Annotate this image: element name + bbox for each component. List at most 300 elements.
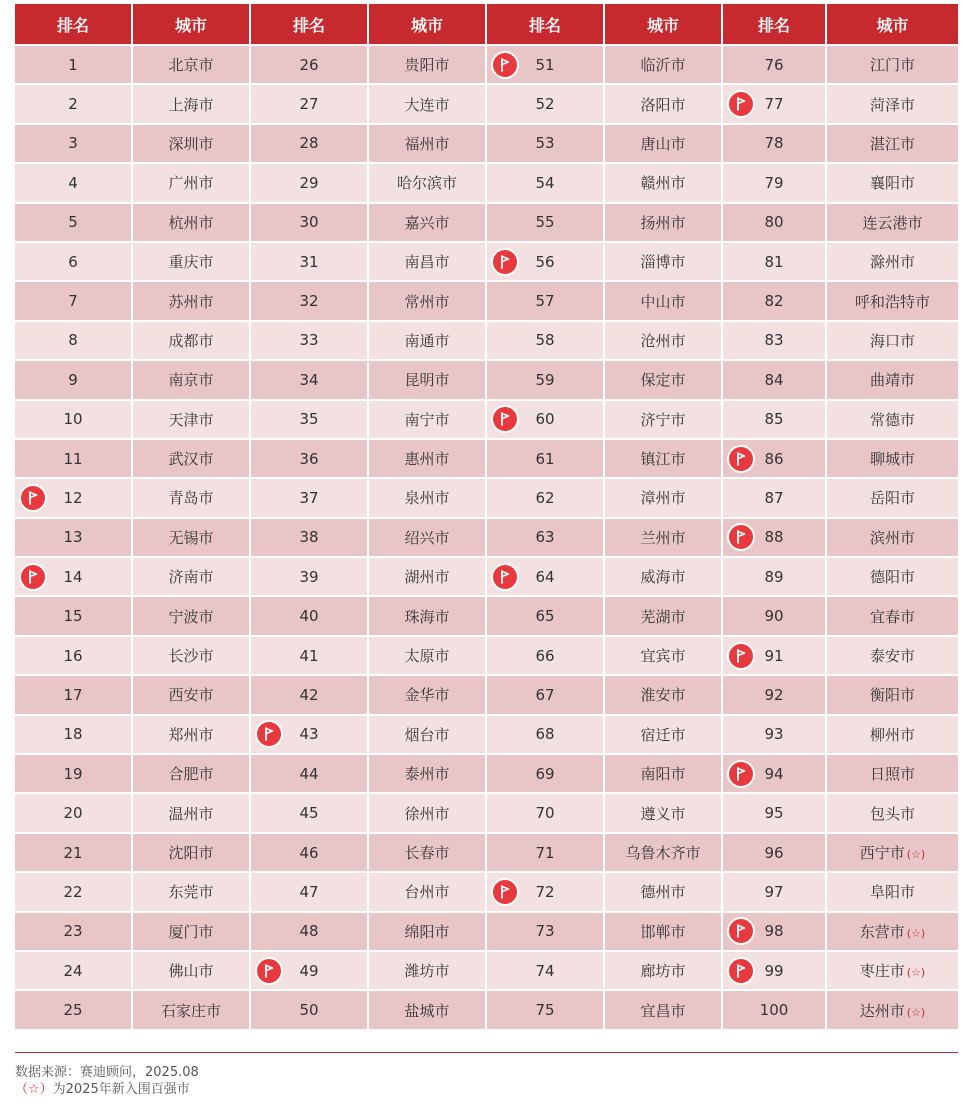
rank-cell [487,85,603,122]
city-cell [133,322,249,359]
city-cell [133,85,249,122]
city-cell [133,125,249,162]
rank-cell [487,322,603,359]
rank-cell [487,361,603,398]
city-name: 襄阳市 [869,174,915,193]
flag-icon [727,917,755,945]
table-row [15,401,958,438]
city-name: 江门市 [869,56,915,75]
table-row [15,597,958,634]
rank-value: 49 [299,961,319,980]
rank-value: 15 [63,607,83,626]
rank-value: 76 [764,55,784,74]
rank-value: 27 [299,95,319,114]
city-name: 厦门市 [168,922,214,941]
city-cell [133,676,249,713]
city-name: 合肥市 [168,765,214,784]
rank-cell [723,873,825,910]
city-name: 洛阳市 [640,95,686,114]
header-city: 城市 [605,4,721,44]
rank-value: 60 [535,410,555,429]
table-row [15,991,958,1028]
table-row [15,46,958,83]
flag-icon [727,90,755,118]
city-cell [133,637,249,674]
header-rank: 排名 [487,4,603,44]
city-cell [369,85,485,122]
city-cell [827,952,958,989]
city-cell [605,755,721,792]
table-row [15,913,958,950]
city-name: 西宁市 [859,844,905,862]
flag-icon [491,405,519,433]
rank-value: 35 [299,410,319,429]
city-cell [827,243,958,280]
city-name: 漳州市 [640,489,686,508]
city-cell [369,479,485,516]
flag-icon [727,957,755,985]
city-cell [133,164,249,201]
city-name: 镇江市 [640,450,686,469]
city-name: 临沂市 [640,56,686,75]
rank-cell [251,755,367,792]
rank-cell [723,440,825,477]
city-cell [369,361,485,398]
rank-value: 13 [63,528,83,547]
rank-value: 61 [535,449,555,468]
city-name: 温州市 [168,804,214,823]
city-name: 绵阳市 [404,922,450,941]
city-name: 沧州市 [640,331,686,350]
rank-cell [487,243,603,280]
city-name: 岳阳市 [869,489,915,508]
rank-cell [487,952,603,989]
table-row [15,125,958,162]
new-entry-star-icon: (☆) [906,1005,926,1019]
city-name: 遵义市 [640,804,686,823]
rank-value: 54 [535,173,555,192]
city-name: 呼和浩特市 [854,292,930,311]
rank-cell [251,243,367,280]
city-name: 中山市 [640,292,686,311]
rank-cell [723,479,825,516]
city-cell [605,794,721,831]
city-cell [827,597,958,634]
city-name: 阜阳市 [869,883,915,902]
city-name: 苏州市 [168,292,214,311]
rank-value: 44 [299,764,319,783]
rank-cell [15,873,131,910]
rank-cell [251,282,367,319]
city-name: 泰州市 [404,765,450,784]
new-entry-note-text: 为2025年新入围百强市 [52,1082,190,1097]
rank-value: 40 [299,607,319,626]
city-name: 兰州市 [640,528,686,547]
table-row [15,952,958,989]
rank-cell [487,558,603,595]
rank-value: 70 [535,804,555,823]
rank-cell [15,46,131,83]
city-cell [133,755,249,792]
city-name: 东莞市 [168,883,214,902]
rank-value: 5 [68,213,78,232]
rank-cell [15,479,131,516]
header-city: 城市 [369,4,485,44]
city-cell [369,282,485,319]
city-cell [605,361,721,398]
city-name: 南阳市 [640,765,686,784]
rank-cell [15,637,131,674]
table-row [15,558,958,595]
city-name: 珠海市 [404,607,450,626]
rank-value: 24 [63,961,83,980]
rank-value: 96 [764,843,784,862]
rank-cell [723,597,825,634]
rank-value: 22 [63,882,83,901]
city-name: 常德市 [869,410,915,429]
city-name: 重庆市 [168,253,214,272]
city-name: 台州市 [404,883,450,902]
table-row [15,834,958,871]
city-name: 潍坊市 [404,962,450,981]
city-cell [133,479,249,516]
city-cell [133,716,249,753]
flag-icon [19,484,47,512]
table-row [15,85,958,122]
city-name: 上海市 [168,95,214,114]
city-name: 湖州市 [404,568,450,587]
city-name: 宜昌市 [640,1001,686,1020]
rank-cell [15,597,131,634]
city-cell [827,164,958,201]
city-name: 宁波市 [168,607,214,626]
city-name: 泰安市 [869,647,915,666]
city-name: 淮安市 [640,686,686,705]
city-cell [133,834,249,871]
city-cell [133,558,249,595]
rank-cell [251,204,367,241]
rank-value: 52 [535,95,555,114]
rank-value: 1 [68,55,78,74]
rank-cell [251,85,367,122]
rank-cell [723,401,825,438]
city-ranking-table [13,2,960,1031]
flag-icon [491,563,519,591]
rank-cell [723,716,825,753]
table-row [15,361,958,398]
city-name: 赣州市 [640,174,686,193]
rank-cell [251,913,367,950]
rank-value: 8 [68,331,78,350]
city-name: 日照市 [869,765,915,784]
city-cell [369,991,485,1028]
rank-value: 36 [299,449,319,468]
flag-icon [491,248,519,276]
rank-value: 95 [764,804,784,823]
rank-value: 74 [535,961,555,980]
city-cell [133,991,249,1028]
city-cell [369,716,485,753]
rank-value: 6 [68,252,78,271]
flag-icon [491,878,519,906]
rank-value: 91 [764,646,784,665]
city-cell [605,46,721,83]
city-name: 天津市 [168,410,214,429]
city-cell [369,125,485,162]
rank-value: 45 [299,804,319,823]
city-cell [827,755,958,792]
rank-value: 56 [535,252,555,271]
table-body [15,46,958,1029]
rank-cell [723,755,825,792]
city-name: 德州市 [640,883,686,902]
city-cell [369,46,485,83]
rank-cell [15,834,131,871]
rank-value: 20 [63,804,83,823]
city-name: 徐州市 [404,804,450,823]
rank-cell [251,952,367,989]
rank-value: 11 [63,449,83,468]
table-row [15,243,958,280]
table-row [15,755,958,792]
table-row [15,637,958,674]
header-rank: 排名 [723,4,825,44]
city-cell [827,519,958,556]
rank-value: 51 [535,55,555,74]
city-name: 滁州市 [869,253,915,272]
table-row [15,440,958,477]
city-name: 青岛市 [168,489,214,508]
rank-value: 23 [63,922,83,941]
city-cell [605,637,721,674]
city-cell [369,164,485,201]
city-name: 聊城市 [869,450,915,469]
new-entry-note [15,1078,190,1097]
rank-value: 18 [63,725,83,744]
rank-cell [487,913,603,950]
city-cell [827,873,958,910]
rank-cell [487,519,603,556]
rank-cell [487,282,603,319]
city-cell [827,558,958,595]
rank-cell [723,361,825,398]
city-name: 达州市 [859,1001,905,1020]
city-name: 广州市 [168,174,214,193]
city-cell [369,637,485,674]
rank-cell [723,204,825,241]
rank-value: 89 [764,567,784,586]
rank-cell [15,991,131,1028]
rank-value: 84 [764,370,784,389]
rank-cell [251,991,367,1028]
city-name: 邯郸市 [640,922,686,941]
rank-value: 50 [299,1001,319,1020]
rank-cell [487,125,603,162]
city-name: 威海市 [640,568,686,587]
city-name: 成都市 [168,331,214,350]
rank-value: 65 [535,607,555,626]
rank-value: 47 [299,882,319,901]
rank-cell [15,85,131,122]
city-name: 海口市 [869,331,915,350]
rank-cell [487,755,603,792]
city-cell [605,913,721,950]
city-cell [605,164,721,201]
rank-cell [251,46,367,83]
rank-cell [15,125,131,162]
city-name: 贵阳市 [404,56,450,75]
city-cell [827,794,958,831]
rank-cell [15,676,131,713]
rank-value: 80 [764,213,784,232]
city-cell [605,125,721,162]
rank-cell [487,440,603,477]
city-name: 保定市 [640,371,686,390]
rank-cell [251,361,367,398]
rank-cell [723,164,825,201]
rank-value: 71 [535,843,555,862]
table-row [15,282,958,319]
rank-cell [251,637,367,674]
city-cell [827,913,958,950]
table-row [15,794,958,831]
rank-cell [723,322,825,359]
star-marker-icon: （☆） [15,1082,53,1097]
new-entry-star-icon: (☆) [906,966,926,980]
rank-value: 100 [759,1001,789,1020]
city-cell [133,597,249,634]
rank-value: 30 [299,213,319,232]
rank-value: 16 [63,646,83,665]
rank-value: 58 [535,331,555,350]
city-name: 盐城市 [404,1001,450,1020]
city-cell [369,440,485,477]
city-name: 烟台市 [404,725,450,744]
rank-cell [15,361,131,398]
city-name: 嘉兴市 [404,213,450,232]
rank-cell [251,558,367,595]
city-name: 连云港市 [862,213,923,232]
city-name: 衡阳市 [869,686,915,705]
city-cell [827,479,958,516]
rank-value: 4 [68,173,78,192]
city-cell [827,85,958,122]
rank-value: 88 [764,528,784,547]
rank-value: 63 [535,528,555,547]
city-cell [827,204,958,241]
rank-value: 3 [68,134,78,153]
city-name: 绍兴市 [404,528,450,547]
rank-cell [15,243,131,280]
rank-cell [251,479,367,516]
city-name: 曲靖市 [869,371,915,390]
rank-value: 53 [535,134,555,153]
rank-cell [723,282,825,319]
city-name: 南京市 [168,371,214,390]
rank-cell [487,401,603,438]
city-name: 宿迁市 [640,725,686,744]
city-cell [369,519,485,556]
rank-cell [487,716,603,753]
city-cell [605,204,721,241]
rank-value: 79 [764,173,784,192]
city-cell [133,361,249,398]
city-name: 武汉市 [168,450,214,469]
city-cell [605,440,721,477]
rank-value: 97 [764,882,784,901]
rank-value: 14 [63,567,83,586]
rank-cell [723,834,825,871]
rank-value: 59 [535,370,555,389]
rank-cell [15,282,131,319]
rank-value: 42 [299,685,319,704]
rank-value: 83 [764,331,784,350]
city-name: 金华市 [404,686,450,705]
rank-value: 85 [764,410,784,429]
rank-cell [251,716,367,753]
rank-cell [487,46,603,83]
flag-icon [727,642,755,670]
city-name: 沈阳市 [168,844,214,862]
rank-cell [15,204,131,241]
flag-icon [255,957,283,985]
header-rank: 排名 [15,4,131,44]
city-cell [133,873,249,910]
city-cell [827,834,958,871]
city-cell [133,243,249,280]
rank-cell [15,913,131,950]
city-cell [369,873,485,910]
rank-value: 39 [299,567,319,586]
rank-cell [251,164,367,201]
rank-cell [723,46,825,83]
city-cell [605,991,721,1028]
rank-value: 68 [535,725,555,744]
rank-value: 69 [535,764,555,783]
city-cell [369,794,485,831]
rank-value: 72 [535,882,555,901]
city-name: 芜湖市 [640,607,686,626]
ranking-table-container [15,2,958,1031]
rank-value: 7 [68,292,78,311]
rank-value: 37 [299,488,319,507]
rank-cell [251,322,367,359]
city-name: 昆明市 [404,371,450,390]
city-cell [827,991,958,1028]
rank-cell [15,322,131,359]
rank-value: 73 [535,922,555,941]
city-name: 济南市 [168,568,214,587]
rank-value: 46 [299,843,319,862]
rank-cell [251,440,367,477]
rank-cell [15,794,131,831]
city-name: 湛江市 [869,134,915,153]
city-cell [133,952,249,989]
table-row [15,479,958,516]
data-source-note: 数据来源：赛迪顾问，2025.08 [15,1065,199,1080]
rank-cell [251,676,367,713]
city-name: 佛山市 [168,962,214,981]
city-cell [605,558,721,595]
city-cell [369,913,485,950]
rank-cell [487,794,603,831]
rank-value: 86 [764,449,784,468]
new-entry-star-icon: (☆) [906,926,926,940]
rank-value: 82 [764,292,784,311]
city-cell [369,597,485,634]
flag-icon [491,51,519,79]
rank-value: 87 [764,488,784,507]
